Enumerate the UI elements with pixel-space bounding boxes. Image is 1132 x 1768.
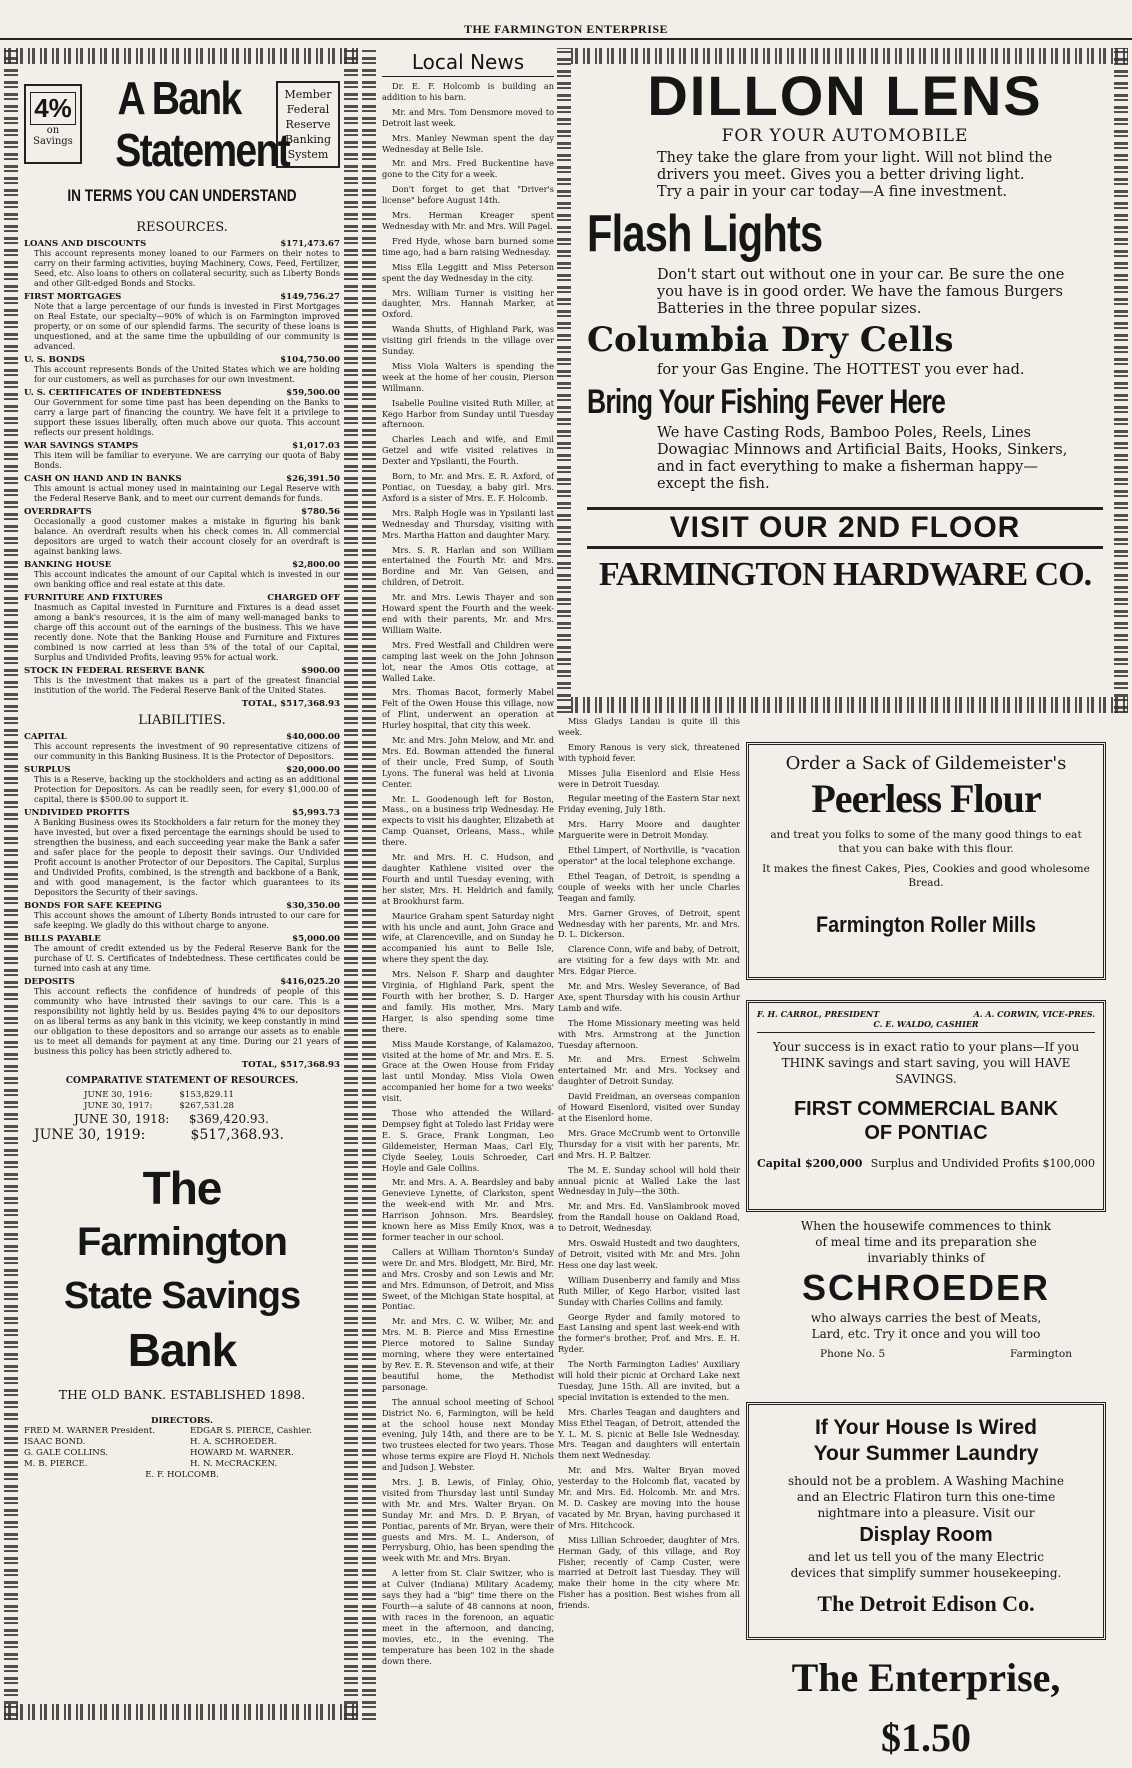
item-label: U. S. CERTIFICATES OF INDEBTEDNESS	[24, 388, 222, 398]
news-item: Mr. and Mrs. Wesley Severance, of Bad Axe, spent Thursday with his cousin Arthur Lamb and wife.	[558, 981, 740, 1013]
resource-item	[24, 441, 340, 471]
item-description: Inasmuch as Capital invested in Furniture and Fixtures is a dead asset among a bank's resources, it is the aim of many well-managed banks to charge off this account out of the earnings of the business. This we have recently done. Note that the Banking House and Furniture and Fixtures combined is now carried at less than 5% of the total of our Capital, Surplus and Undivided Profits, leaving 95% for actual work.	[34, 603, 340, 662]
resource-item	[24, 292, 340, 352]
member-line: System	[287, 147, 329, 161]
edison-headline: Your Summer Laundry	[813, 1442, 1039, 1465]
resource-item	[24, 355, 340, 385]
item-amount: $1,017.03	[292, 441, 340, 451]
dillon-subtitle: FOR YOUR AUTOMOBILE	[721, 126, 969, 146]
headline-statement: Statement	[115, 124, 289, 176]
detroit-edison-name: The Detroit Edison Co.	[817, 1591, 1035, 1616]
enterprise-subscription: The Enterprise, $1.50	[791, 1655, 1061, 1760]
director: M. B. PIERCE.	[24, 1459, 88, 1469]
flash-lights-text: Don't start out without one in your car. Be sure the one you have is in good order. We have the famous Burgers Batteries in the three popular sizes.	[657, 267, 1065, 317]
director: FRED M. WARNER President.	[24, 1426, 156, 1436]
bank-statement-ad	[4, 48, 358, 1720]
item-description: This item will be familiar to everyone. We are carrying our quota of Baby Bonds.	[34, 451, 340, 470]
comparative-amount: $267,531.28	[179, 1101, 234, 1111]
edison-text: should not be a problem. A Washing Machine and an Electric Flatiron turn this one-time nightmare into a pleasure. Visit our	[787, 1474, 1065, 1520]
news-item: Mrs. Thomas Bacot, formerly Mabel Felt of the Owen House this village, now of Flint, underwent an operation at Hurley hospital, that city this week.	[382, 687, 554, 731]
flash-lights-title: Flash Lights	[587, 205, 823, 263]
item-description: This account represents Bonds of the United States which we are holding for our customers, as well as purchases for our own investment.	[34, 365, 340, 384]
comparative-date: JUNE 30, 1919:	[34, 1127, 146, 1143]
item-label: UNDIVIDED PROFITS	[24, 808, 130, 818]
news-item: Mrs. Fred Westfall and Children were camping last week on the John Johnson lot, near the Amos Otis cottage, at Walled Lake.	[382, 639, 554, 683]
comparative-date: JUNE 30, 1917:	[84, 1101, 153, 1111]
liability-item	[24, 732, 340, 762]
resources-list	[24, 239, 340, 696]
news-item: The North Farmington Ladies' Auxiliary will hold their picnic at Orchard Lake next Tuesday, June 15th. All are invited, but a special invitation is extended to the men.	[558, 1359, 740, 1402]
item-amount: $5,993.73	[292, 808, 340, 818]
item-amount: $59,500.00	[286, 388, 340, 398]
resources-total: TOTAL, $517,368.93	[241, 699, 340, 709]
news-item: The M. E. Sunday school will hold their annual picnic at Walled Lake the last Wednesday in July—the 30th.	[558, 1164, 740, 1197]
border-right	[344, 48, 358, 1720]
bank-officer: F. H. CARROL, PRESIDENT	[757, 1009, 880, 1019]
resource-item	[24, 474, 340, 504]
resource-item	[24, 507, 340, 557]
item-label: SURPLUS	[24, 765, 71, 775]
item-description: A Banking Business owes its Stockholders a fair return for the money they have invested, but over a fixed percentage the earnings should be used to strengthen the business, and each succeeding year make the Bank a safer and safer place for the people to deposit their savings. Our Undivided Profit account is another Protector of our Depositors. The Capital, Surplus and Undivided Profits, combined, is the strength and backbone of a Bank, and with good management, is the factor which guarantees to its Depositors the Security of their savings.	[34, 818, 340, 897]
savings-text: Your success is in exact ratio to your plans—If you THINK savings and start saving, you will HAVE SAVINGS.	[772, 1040, 1080, 1086]
rate-label: 4%	[30, 92, 76, 125]
item-description: This is a Reserve, backing up the stockholders and acting as an additional Protection for Depositors. As can be readily seen, for every $1,000.00 of capital, there is $500.00 to support it.	[34, 775, 340, 804]
edison-headline: If Your House Is Wired	[815, 1416, 1037, 1439]
item-amount: $416,025.20	[280, 977, 340, 987]
resource-item	[24, 593, 340, 663]
dillon-lens-title: DILLON LENS	[647, 64, 1043, 127]
item-description: The amount of credit extended us by the Federal Reserve Bank for the purchase of U. S. Certificates of Indebtedness. These certificates could be turned into cash at any time.	[34, 944, 340, 973]
visit-second-floor: VISIT OUR 2ND FLOOR	[587, 507, 1103, 549]
item-amount: $40,000.00	[286, 732, 340, 742]
news-item: Mr. and Mrs. H. C. Hudson, and daughter Kathlene visited over the Fourth and until Tuesday evening, with her sister, Mrs. H. Heldrich and family, at Brookhurst farm.	[382, 852, 554, 906]
local-news-column-2	[558, 716, 740, 1716]
bank-name-line: State Savings	[63, 1275, 301, 1317]
news-item: Dr. E. F. Holcomb is building an addition to his barn.	[382, 81, 554, 102]
item-amount: $5,000.00	[292, 934, 340, 944]
peerless-flour-ad	[746, 742, 1106, 980]
comparative-amount: $369,420.93.	[188, 1112, 269, 1126]
news-item: Maurice Graham spent Saturday night with his uncle and aunt, John Grace and wife, at Clarenceville, and on Sunday he accompanied his aunt to Belle Isle, where they spent the day.	[382, 910, 554, 965]
roller-mills-name: Farmington Roller Mills	[815, 912, 1037, 937]
columbia-title: Columbia Dry Cells	[587, 320, 954, 360]
local-news-title: Local News	[382, 48, 554, 77]
director: HOWARD M. WARNER.	[190, 1448, 294, 1458]
member-line: Banking	[284, 132, 332, 146]
item-label: WAR SAVINGS STAMPS	[24, 441, 139, 451]
item-amount: $26,391.50	[286, 474, 340, 484]
news-item: Don't forget to get that "Driver's license" before August 14th.	[382, 184, 554, 206]
news-item: Charles Leach and wife, and Emil Getzel and wife visited relatives in Dexter and Ypsilanti, the Fourth.	[382, 434, 554, 467]
director: EDGAR S. PIERCE, Cashier.	[190, 1426, 313, 1436]
bank-name-line: The	[142, 1162, 222, 1214]
news-item: Mrs. Grace McCrumb went to Ortonville Thursday for a visit with her parents, Mr. and Mrs. H. P. Baltzer.	[558, 1127, 740, 1160]
item-label: BONDS FOR SAFE KEEPING	[24, 901, 162, 911]
news-item: Mrs. Charles Teagan and daughters and Miss Ethel Teagan, of Detroit, attended the Y. L. M. S. picnic at Belle Isle Wednesday. Mrs. Teagan and daughters will entertain them next Wednesday.	[558, 1406, 740, 1461]
display-room: Display Room	[859, 1524, 993, 1546]
news-item: Ethel Limpert, of Northville, is "vacation operator" at the local telephone exchange.	[558, 845, 740, 866]
sub-headline: IN TERMS YOU CAN UNDERSTAND	[67, 186, 297, 205]
news-item: Mrs. Oswald Hustedt and two daughters, of Detroit, visited with Mr. and Mrs. John Hess one day last week.	[558, 1238, 740, 1270]
liabilities-list	[24, 732, 340, 1057]
item-amount: $30,350.00	[286, 901, 340, 911]
news-item: Miss Viola Walters is spending the week at the home of her cousin, Pierson Willmann.	[382, 360, 554, 393]
news-item: Emory Ranous is very sick, threatened with typhoid fever.	[558, 741, 740, 763]
news-item: George Ryder and family motored to East Lansing and spent last week-end with the former's brother, Prof. and Mrs. E. H. Ryder.	[558, 1311, 740, 1355]
news-item: Mr. and Mrs. Tom Densmore moved to Detroit last week.	[382, 106, 554, 128]
flour-text: It makes the finest Cakes, Pies, Cookies and good wholesome Bread.	[762, 863, 1090, 889]
news-item: Fred Hyde, whose barn burned some time ago, had a barn raising Wednesday.	[382, 235, 554, 257]
directors-list	[24, 1426, 340, 1481]
news-item: Miss Lillian Schroeder, daughter of Mrs. Herman Gady, of this village, and Roy Fisher, recently of Camp Custer, were married at Detroit last Tuesday. They will make their home in the city where Mr. Fisher has a position. Best wishes from all friends.	[558, 1534, 740, 1611]
news-item: Mr. and Mrs. C. W. Wilber, Mr. and Mrs. M. B. Pierce and Miss Ernestine Pierce motored to Saline Sunday morning, where they were entertained by Rev. E. R. Stevenson and wife, at their beautiful home, the Methodist parsonage.	[382, 1316, 554, 1392]
item-amount: $900.00	[301, 666, 340, 676]
news-item: Mr. L. Goodenough left for Boston, Mass., on a business trip Wednesday. He expects to visit his daughter, Elizabeth at Camp Quanset, Orleans, Mass., while there.	[382, 793, 554, 848]
member-line: Reserve	[285, 117, 331, 131]
news-item: Mrs. Nelson F. Sharp and daughter Virginia, of Highland Park, spent the Fourth with her brother, S. D. Harger and family. His mother, Mrs. Mary Harger, is also spending some time there.	[382, 969, 554, 1034]
news-item: Mrs. J. B. Lewis, of Finlay, Ohio, visited from Thursday last until Sunday with Mr. and Mrs. Walter Bryan. On Sunday Mr. and Mrs. D. P. Bryan, of Pontiac, parents of Mr. Bryan, were their guests and Mrs. M. L. Anderson, of Perrysburg, Ohio, has been spending the week with Mr. and Mrs. Bryan.	[382, 1477, 554, 1564]
flour-order-line: Order a Sack of Gildemeister's	[785, 753, 1067, 774]
director: ISAAC BOND.	[24, 1437, 86, 1447]
item-amount: $780.56	[301, 507, 340, 517]
news-item: Isabelle Pouline visited Ruth Miller, at Kego Harbor from Sunday until Tuesday afternoon.	[382, 397, 554, 430]
four-percent-badge	[24, 84, 82, 164]
local-news-items	[382, 81, 554, 1666]
news-item: Miss Ella Leggitt and Miss Peterson spent the day Wednesday in the city.	[382, 261, 554, 283]
bank-name-line: Farmington	[77, 1220, 287, 1264]
fishing-text: We have Casting Rods, Bamboo Poles, Reels, Lines Dowagiac Minnows and Artificial Baits, Hooks, Sinkers, and in fact everything to make a fisherman happy—except the fish.	[657, 425, 1068, 492]
item-label: STOCK IN FEDERAL RESERVE BANK	[24, 666, 205, 676]
schroeder-name: SCHROEDER	[801, 1267, 1051, 1308]
local-news-items-2	[558, 716, 740, 1611]
news-item: Mr. and Mrs. John Melow, and Mr. and Mrs. Ed. Bowman attended the funeral of their uncle, Fred Sump, of South Lyons. The funeral was held at Livonia Center.	[382, 735, 554, 789]
fishing-title: Bring Your Fishing Fever Here	[587, 383, 946, 421]
edison-text: and let us tell you of the many Electric devices that simplify summer housekeeping.	[790, 1550, 1062, 1580]
item-label: OVERDRAFTS	[24, 507, 92, 517]
bank-surplus: Surplus and Undivided Profits $100,000	[870, 1157, 1095, 1170]
item-label: BILLS PAYABLE	[24, 934, 101, 944]
comparative-statement	[24, 1090, 340, 1143]
news-item: Mr. and Mrs. A. A. Beardsley and baby Genevieve Lynette, of Clarkston, spent the week-end with Mr. and Mrs. Harrison Johnson. Mrs. Beardsley, known here as Miss Emily Knox, was a former teacher in our school.	[382, 1177, 554, 1242]
liability-item	[24, 765, 340, 805]
item-amount: $2,800.00	[292, 560, 340, 570]
news-item: Misses Julia Eisenlord and Elsie Hess were in Detroit Tuesday.	[558, 767, 740, 789]
item-description: This account reflects the confidence of hundreds of people of this community who have intrusted their savings to our care. This is a responsibility not lightly held by us. Besides paying 4% to our depositors on as liberal terms as any bank in this vicinity, we keep constantly in mind our obligation to these depositors and so arrange our assets as to enable us to meet all demands for payment at any time. During our 21 years of business this policy has been strictly adhered to.	[34, 987, 340, 1056]
liabilities-total: TOTAL, $517,368.93	[241, 1060, 340, 1070]
columbia-text: for your Gas Engine. The HOTTEST you ever had.	[657, 362, 1025, 378]
news-item: David Freidman, an overseas companion of Howard Eisenlord, visited over Sunday at the Eisenlord home.	[558, 1091, 740, 1123]
news-item: Mrs. Manley Newman spent the day Wednesday at Belle Isle.	[382, 132, 554, 154]
news-item: Mr. and Mrs. Walter Bryan moved yesterday to the Holcomb flat, vacated by Mr. and Mrs. Ed. Holcomb. Mr. and Mrs. M. D. Caskey are moving into the house vacated by Mr. Bryan, having purchased it of Mrs. Hitchcock.	[558, 1465, 740, 1530]
item-label: DEPOSITS	[24, 977, 75, 987]
item-label: CASH ON HAND AND IN BANKS	[24, 474, 182, 484]
schroeder-phone: Phone No. 5	[820, 1348, 886, 1360]
resource-item	[24, 388, 340, 438]
flour-brand: Peerless Flour	[811, 776, 1041, 821]
news-item: Those who attended the Willard-Dempsey fight at Toledo last Friday were E. S. Grace, Frank Longman, Leo Gildemeister, Herman Maas, Carl Ely, Clyde Seeley, Louis Schroeder, Carl Hoyle and Gale Collins.	[382, 1108, 554, 1173]
comparative-amount: $517,368.93.	[190, 1127, 284, 1143]
detroit-edison-ad	[746, 1402, 1106, 1640]
comparative-date: JUNE 30, 1918:	[74, 1112, 170, 1126]
item-amount: CHARGED OFF	[267, 593, 340, 603]
hardware-ad	[571, 48, 1128, 713]
schroeder-ad	[746, 1212, 1106, 1406]
bank-officer: C. E. WALDO, CASHIER	[873, 1019, 979, 1029]
news-item: Mr. and Mrs. Lewis Thayer and son Howard spent the Fourth and the week-end with their parents, Mr. and Mrs. William Waite.	[382, 592, 554, 635]
item-label: LOANS AND DISCOUNTS	[24, 239, 147, 249]
resources-title: RESOURCES.	[136, 220, 228, 235]
schroeder-town: Farmington	[1010, 1348, 1072, 1360]
news-item: Ethel Teagan, of Detroit, is spending a couple of weeks with her uncle Charles Teagan and family.	[558, 870, 740, 903]
column-divider	[362, 48, 376, 1720]
item-description: This amount is actual money used in maintaining our Legal Reserve with the Federal Reserve Bank, and to meet our current demands for funds.	[34, 484, 340, 503]
comparative-title: COMPARATIVE STATEMENT OF RESOURCES.	[65, 1076, 299, 1086]
news-item: Regular meeting of the Eastern Star next Friday evening, July 18th.	[558, 793, 740, 815]
member-line: Member	[284, 87, 332, 101]
bank-name-line: Bank	[127, 1324, 237, 1376]
masthead-rule	[0, 38, 1132, 40]
comparative-date: JUNE 30, 1916:	[84, 1090, 153, 1100]
news-item: Mrs. S. R. Harlan and son William entertained the Fourth Mr. and Mrs. Bordine and Mr. Van Geisen, and children, of Detroit.	[382, 544, 554, 588]
news-item: Mrs. Harry Moore and daughter Marguerite were in Detroit Monday.	[558, 819, 740, 841]
news-item: Mr. and Mrs. Ed. VanSlambrook moved from the Randall house on Oakland Road, to Detroit, Wednesday.	[558, 1201, 740, 1234]
item-label: FURNITURE AND FIXTURES	[24, 593, 163, 603]
liability-item	[24, 934, 340, 974]
news-item: William Dusenberry and family and Miss Ruth Miller, of Kego Harbor, visited last Sunday with Charles Collins and family.	[558, 1274, 740, 1307]
news-item: Wanda Shutts, of Highland Park, was visiting girl friends in the village over Sunday.	[382, 324, 554, 357]
established-line: THE OLD BANK. ESTABLISHED 1898.	[58, 1387, 306, 1402]
bank-name	[24, 1161, 340, 1377]
commercial-bank-city: OF PONTIAC	[864, 1122, 988, 1144]
comparative-amount: $153,829.11	[179, 1090, 234, 1100]
item-label: CAPITAL	[24, 732, 67, 742]
border-right	[1114, 48, 1128, 713]
border-bottom	[4, 1704, 358, 1720]
news-item: A letter from St. Clair Switzer, who is at Culver (Indiana) Military Academy, says they had a "big" time there on the Fourth—a salute of 48 cannons at noon, with races in the forenoon, an aquatic meet in the afternoon, and dancing, movies, etc., in the evening. The temperature has been 102 in the shade down there.	[382, 1568, 554, 1666]
item-description: This account shows the amount of Liberty Bonds intrusted to our care for safe keeping. We gladly do this without charge to anyone.	[34, 911, 340, 930]
resource-item	[24, 666, 340, 696]
liability-item	[24, 808, 340, 898]
news-item: Miss Gladys Landau is quite ill this week.	[558, 716, 740, 737]
headline-a-bank: A Bank	[117, 72, 241, 124]
liability-item	[24, 901, 340, 931]
border-bottom	[571, 697, 1128, 713]
news-item: Born, to Mr. and Mrs. E. R. Axford, of Pontiac, on Tuesday, a baby girl. Mrs. Axford is a sister of Mrs. E. F. Holcomb.	[382, 471, 554, 503]
border-top	[571, 48, 1128, 64]
bank-capital: Capital $200,000	[757, 1157, 863, 1170]
hardware-company-name: FARMINGTON HARDWARE CO.	[598, 556, 1092, 593]
item-description: This is the investment that makes us a part of the greatest financial institution of the world. The Federal Reserve Bank of the United States.	[34, 676, 340, 695]
item-amount: $171,473.67	[280, 239, 340, 249]
liabilities-title: LIABILITIES.	[138, 713, 226, 728]
commercial-bank-name: FIRST COMMERCIAL BANK	[793, 1098, 1059, 1120]
item-description: Occasionally a good customer makes a mistake in figuring his bank balance. An overdraft results when his check comes in. All commercial depositors are urged to watch their account closely for an overdraft is against banking laws.	[34, 517, 340, 556]
item-label: FIRST MORTGAGES	[24, 292, 122, 302]
item-amount: $20,000.00	[286, 765, 340, 775]
rate-savings: Savings	[33, 136, 73, 147]
news-item: Mrs. William Turner is visiting her daughter, Mrs. Hannah Marker, at Oxford.	[382, 287, 554, 320]
first-commercial-bank-ad	[746, 1000, 1106, 1212]
item-description: This account represents money loaned to our Farmers on their notes to carry on their farming activities, buying Machinery, Cows, Feed, Fertilizer, Seed, etc. Also loans to others on collateral security, such as Liberty Bonds and other Gilt-edged Bonds and Stocks.	[34, 249, 340, 288]
news-item: Mrs. Herman Kreager spent Wednesday with Mr. and Mrs. Will Pagel.	[382, 210, 554, 231]
masthead: THE FARMINGTON ENTERPRISE	[463, 22, 669, 36]
dillon-text: Try a pair in your car today—A fine investment.	[657, 184, 1008, 200]
news-item: Mrs. Garner Groves, of Detroit, spent Wednesday with her parents, Mr. and Mrs. D. L. Dickerson.	[558, 907, 740, 940]
news-item: Mrs. Ralph Hogle was in Ypsilanti last Wednesday and Thursday, visiting with Mrs. Martha Hatton and daughter Mary.	[382, 507, 554, 540]
item-label: BANKING HOUSE	[24, 560, 112, 570]
item-description: Our Government for some time past has been depending on the Banks to carry a large part of financing the country. We have felt it a privilege to support these issues liberally, often much above our quota. This account reflects our present holdings.	[34, 398, 340, 437]
schroeder-text: who always carries the best of Meats, Lard, etc. Try it once and you will too	[810, 1311, 1042, 1341]
item-amount: $104,750.00	[280, 355, 340, 365]
item-label: U. S. BONDS	[24, 355, 85, 365]
rate-on: on	[46, 125, 60, 136]
member-line: Federal	[286, 102, 330, 116]
dillon-text: They take the glare from your light. Will not blind the drivers you meet. Gives you a better driving light.	[657, 150, 1053, 183]
news-item: Miss Maude Korstange, of Kalamazoo, visited at the home of Mr. and Mrs. E. S. Grace at the Owen House from Friday last until Monday. Miss Viola Owen accompanied her home for a two weeks' visit.	[382, 1038, 554, 1104]
news-item: Mr. and Mrs. Ernest Schwelm entertained Mr. and Mrs. Yocksey and daughter of Detroit Sunday.	[558, 1054, 740, 1087]
column-divider	[557, 48, 571, 713]
news-item: Clarence Conn, wife and baby, of Detroit, are visiting for a few days with Mr. and Mrs. Edgar Pierce.	[558, 944, 740, 977]
news-item: Callers at William Thornton's Sunday were Dr. and Mrs. Blodgett, Mr. Bird, Mr. and Mrs. Crosby and son Lewis and Mr. and Mrs. Edmunson, of Detroit, and Miss Sweet, of the Michigan State hospital, at Pontiac.	[382, 1246, 554, 1312]
news-item: Mr. and Mrs. Fred Buckentine have gone to the City for a week.	[382, 158, 554, 180]
resource-item	[24, 560, 340, 590]
director: H. N. McCRACKEN.	[190, 1459, 278, 1469]
schroeder-text: When the housewife commences to think of meal time and its preparation she invariably thinks of	[800, 1219, 1052, 1265]
directors-title: DIRECTORS.	[151, 1416, 213, 1426]
item-amount: $149,756.27	[280, 292, 340, 302]
bank-officer: A. A. CORWIN, VICE-PRES.	[973, 1009, 1095, 1019]
border-left	[4, 48, 18, 1720]
border-top	[4, 48, 358, 64]
director: G. GALE COLLINS.	[24, 1448, 109, 1458]
director: H. A. SCHROEDER.	[190, 1437, 277, 1447]
flour-text: and treat you folks to some of the many good things to eat that you can bake with this flour.	[770, 829, 1082, 855]
director: E. F. HOLCOMB.	[145, 1470, 219, 1480]
item-description: Note that a large percentage of our funds is invested in First Mortgages on Real Estate, our specialty—90% of which is on Farmington improved property, or on some of our splendid farms. The security of these loans is unquestioned, and at the same time the upbuilding of our community is advanced.	[34, 302, 340, 351]
news-item: The annual school meeting of School District No. 6, Farmington, will be held at the school house next Monday evening, July 14th, and there are to be two trustees elected for two years. Those whose terms expire are Floyd H. Nichols and Judson J. Webster.	[382, 1396, 554, 1473]
item-description: This account indicates the amount of our Capital which is invested in our own banking office and real estate at this date.	[34, 570, 340, 589]
item-description: This account represents the investment of 90 representative citizens of our community in this Banking Business. It is the Protector of Depositors.	[34, 742, 340, 761]
liability-item	[24, 977, 340, 1057]
local-news-column	[382, 48, 554, 1720]
resource-item	[24, 239, 340, 289]
news-item: The Home Missionary meeting was held with Mrs. Armstrong at the Junction Tuesday afternoon.	[558, 1017, 740, 1050]
